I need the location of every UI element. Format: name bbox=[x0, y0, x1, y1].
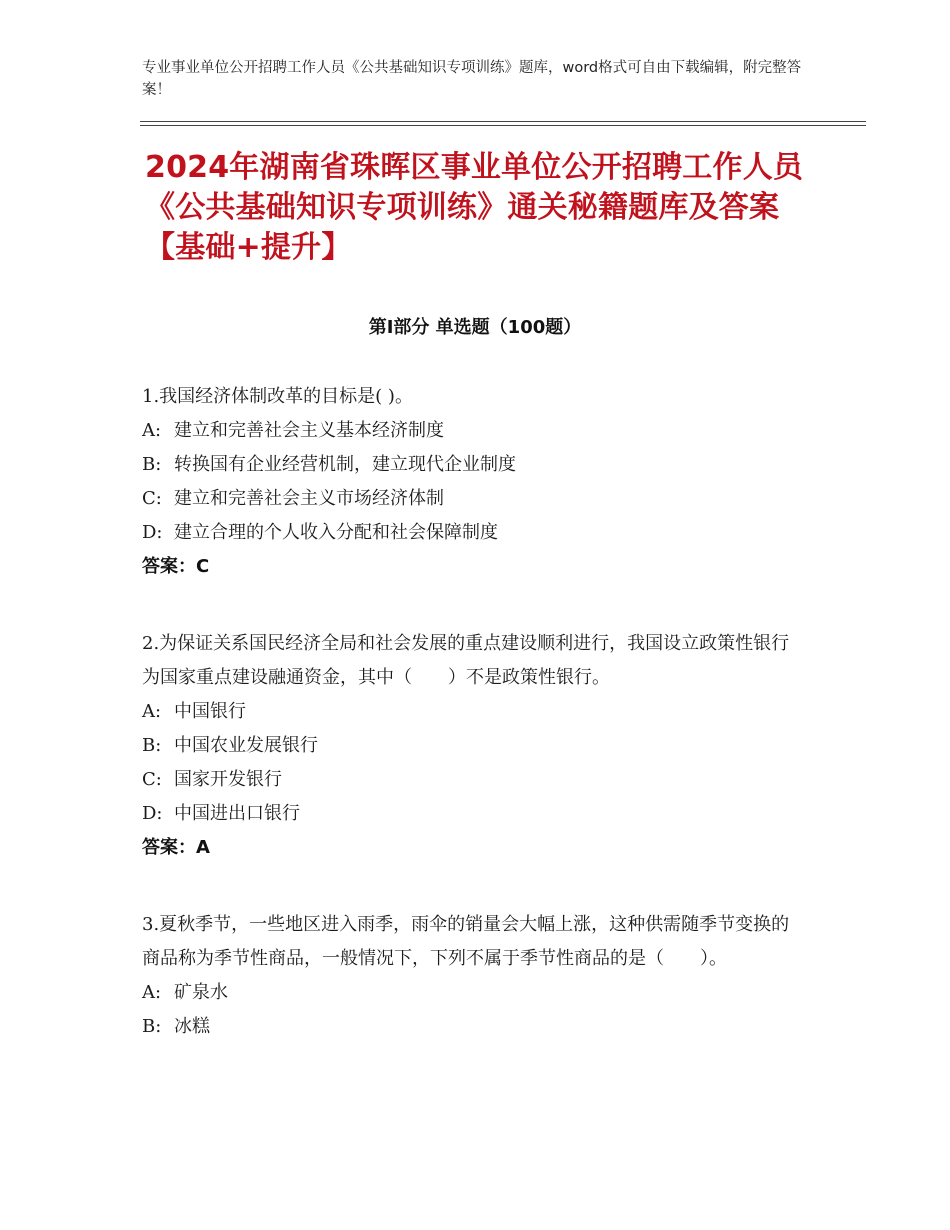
option-text: 建立和完善社会主义市场经济体制 bbox=[174, 488, 444, 509]
question-stem: 2.为保证关系国民经济全局和社会发展的重点建设顺利进行，我国设立政策性银行为国家重点建设融通资金，其中（ ）不是政策性银行。 bbox=[142, 633, 790, 688]
option-b bbox=[142, 729, 802, 763]
question-3 bbox=[142, 908, 802, 1044]
option-text: 中国银行 bbox=[174, 701, 246, 722]
option-text: 建立和完善社会主义基本经济制度 bbox=[174, 420, 444, 441]
option-b bbox=[142, 1010, 802, 1044]
option-letter: B: bbox=[142, 454, 162, 475]
option-text: 冰糕 bbox=[174, 1016, 210, 1037]
question-stem: 1.我国经济体制改革的目标是( )。 bbox=[142, 386, 413, 407]
answer-line: 答案：C bbox=[142, 556, 210, 577]
option-letter: A: bbox=[142, 982, 162, 1003]
option-c bbox=[142, 482, 802, 516]
option-letter: B: bbox=[142, 1016, 162, 1037]
question-2 bbox=[142, 627, 802, 865]
option-text: 矿泉水 bbox=[174, 982, 228, 1003]
document-title: 2024年湖南省珠晖区事业单位公开招聘工作人员《公共基础知识专项训练》通关秘籍题库及答案【基础+提升】 bbox=[145, 150, 804, 265]
option-d bbox=[142, 797, 802, 831]
option-text: 建立合理的个人收入分配和社会保障制度 bbox=[174, 522, 498, 543]
option-text: 中国进出口银行 bbox=[174, 803, 300, 824]
option-b bbox=[142, 448, 802, 482]
section-title: 第Ⅰ部分 单选题（100题） bbox=[368, 317, 582, 338]
option-letter: B: bbox=[142, 735, 162, 756]
question-list bbox=[142, 380, 802, 1087]
option-text: 转换国有企业经营机制，建立现代企业制度 bbox=[174, 454, 516, 475]
option-letter: C: bbox=[142, 769, 162, 790]
option-a bbox=[142, 695, 802, 729]
header-rule-top bbox=[140, 121, 866, 122]
option-letter: A: bbox=[142, 420, 162, 441]
option-letter: A: bbox=[142, 701, 162, 722]
option-letter: D: bbox=[142, 803, 163, 824]
header-rule-bottom bbox=[140, 125, 866, 126]
option-text: 国家开发银行 bbox=[174, 769, 282, 790]
question-1 bbox=[142, 380, 802, 584]
answer-line: 答案：A bbox=[142, 837, 210, 858]
option-letter: C: bbox=[142, 488, 162, 509]
option-letter: D: bbox=[142, 522, 163, 543]
option-d bbox=[142, 516, 802, 550]
header-note: 专业事业单位公开招聘工作人员《公共基础知识专项训练》题库，word格式可自由下载编辑，附完整答案！ bbox=[142, 60, 802, 98]
question-stem: 3.夏秋季节，一些地区进入雨季，雨伞的销量会大幅上涨，这种供需随季节变换的商品称为季节性商品，一般情况下，下列不属于季节性商品的是（ ）。 bbox=[142, 914, 790, 969]
option-text: 中国农业发展银行 bbox=[174, 735, 318, 756]
option-a bbox=[142, 976, 802, 1010]
option-c bbox=[142, 763, 802, 797]
option-a bbox=[142, 414, 802, 448]
